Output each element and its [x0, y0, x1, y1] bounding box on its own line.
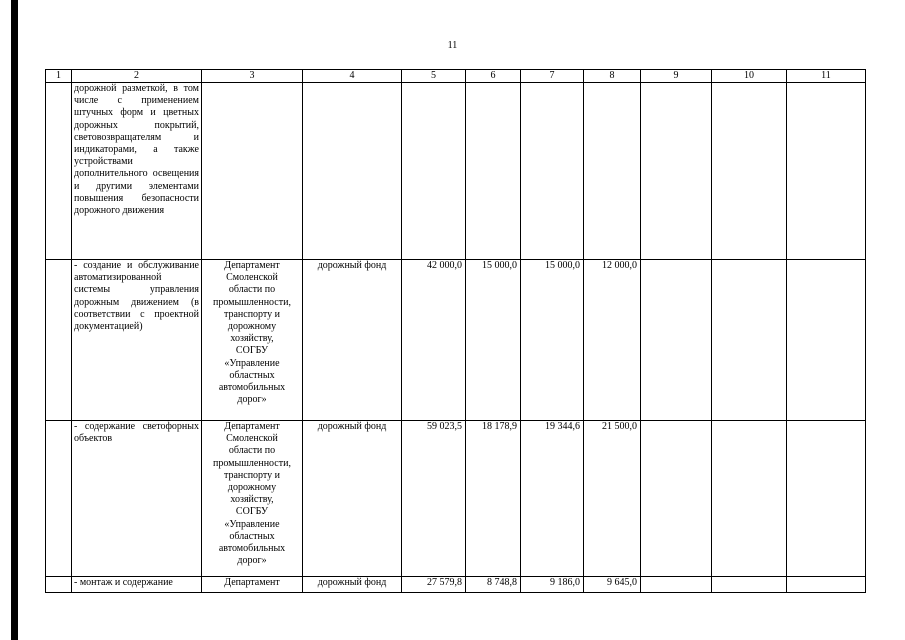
value-cell: 59 023,5 — [402, 421, 466, 577]
executor-cell: Департамент Смоленской области по промышленности, транспорту и дорожному хозяйству, СОГБУ «Управление областных автомобильных дорог» — [202, 260, 303, 421]
column-header: 9 — [641, 70, 712, 83]
value-cell: 21 500,0 — [584, 421, 641, 577]
column-header: 8 — [584, 70, 641, 83]
description-cell: - создание и обслуживание автоматизированной системы управления дорожным движением (в соответствии с проектной документацией) — [72, 260, 202, 421]
empty-cell — [787, 260, 866, 421]
column-header: 11 — [787, 70, 866, 83]
value-cell: 12 000,0 — [584, 260, 641, 421]
column-header: 7 — [521, 70, 584, 83]
empty-cell — [712, 421, 787, 577]
column-header: 6 — [466, 70, 521, 83]
row-number-cell — [46, 421, 72, 577]
table-row — [46, 421, 866, 577]
description-cell: - содержание светофорных объектов — [72, 421, 202, 577]
column-header: 4 — [303, 70, 402, 83]
column-header: 2 — [72, 70, 202, 83]
empty-cell — [641, 83, 712, 260]
data-table — [45, 69, 866, 593]
empty-cell — [641, 421, 712, 577]
table-row — [46, 260, 866, 421]
row-number-cell — [46, 577, 72, 593]
description-cell: - монтаж и содержание — [72, 577, 202, 593]
funding-source-cell: дорожный фонд — [303, 260, 402, 421]
value-cell: 15 000,0 — [521, 260, 584, 421]
column-header: 3 — [202, 70, 303, 83]
page-number: 11 — [447, 40, 458, 51]
value-cell — [466, 83, 521, 260]
value-cell — [402, 83, 466, 260]
row-number-cell — [46, 260, 72, 421]
executor-cell: Департамент — [202, 577, 303, 593]
empty-cell — [787, 83, 866, 260]
header-row — [46, 70, 866, 83]
value-cell — [521, 83, 584, 260]
empty-cell — [787, 577, 866, 593]
table-row — [46, 83, 866, 260]
funding-source-cell: дорожный фонд — [303, 421, 402, 577]
value-cell: 27 579,8 — [402, 577, 466, 593]
value-cell: 19 344,6 — [521, 421, 584, 577]
value-cell: 9 645,0 — [584, 577, 641, 593]
table-row — [46, 577, 866, 593]
value-cell: 18 178,9 — [466, 421, 521, 577]
column-header: 1 — [46, 70, 72, 83]
empty-cell — [712, 260, 787, 421]
scan-edge-bar — [11, 0, 18, 640]
funding-source-cell — [303, 83, 402, 260]
executor-cell — [202, 83, 303, 260]
value-cell: 15 000,0 — [466, 260, 521, 421]
value-cell — [584, 83, 641, 260]
funding-source-cell: дорожный фонд — [303, 577, 402, 593]
row-number-cell — [46, 83, 72, 260]
description-cell: дорожной разметкой, в том числе с применением штучных форм и цветных дорожных покрытий, световозвращателям и индикаторами, а также устройствами дополнительного освещения и другими элементами повышения безопасности дорожного движения — [72, 83, 202, 260]
empty-cell — [712, 577, 787, 593]
value-cell: 8 748,8 — [466, 577, 521, 593]
column-header: 10 — [712, 70, 787, 83]
empty-cell — [641, 260, 712, 421]
value-cell: 42 000,0 — [402, 260, 466, 421]
value-cell: 9 186,0 — [521, 577, 584, 593]
empty-cell — [787, 421, 866, 577]
empty-cell — [712, 83, 787, 260]
executor-cell: Департамент Смоленской области по промышленности, транспорту и дорожному хозяйству, СОГБУ «Управление областных автомобильных дорог» — [202, 421, 303, 577]
column-header: 5 — [402, 70, 466, 83]
empty-cell — [641, 577, 712, 593]
